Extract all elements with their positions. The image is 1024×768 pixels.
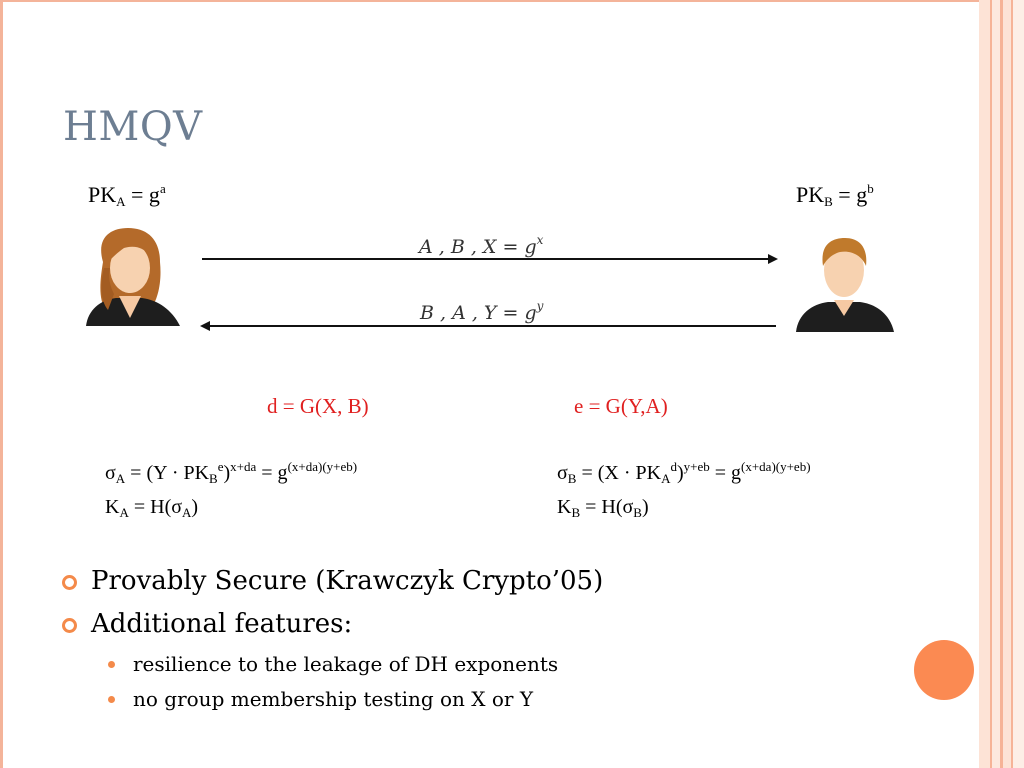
bullet-provably-secure: Provably Secure (Krawczyk Crypto’05) [62,566,603,596]
k-b-formula: $K_B = H(\sigma_B)$ [557,496,649,520]
sub-bullet-no-membership-testing: no group membership testing on X or Y [108,687,533,711]
k-a-formula: $K_A = H(\sigma_A)$ [105,496,199,520]
arrowhead-left-icon [200,321,210,331]
message-a-to-b: A , B , $X = g^x$ [419,233,544,258]
arrowhead-right-icon [768,254,778,264]
dot-bullet-icon [108,661,115,668]
bob-computation [557,453,811,527]
message-b-to-a: B , A , $Y = g^y$ [420,299,544,324]
bullet-additional-features: Additional features: [62,609,352,639]
alice-computation [105,453,357,527]
man-avatar-icon [796,238,894,332]
pk-a-label: $PK_A = g^a$ [88,181,166,209]
decorative-orange-circle [914,640,974,700]
dot-bullet-icon [108,696,115,703]
pk-b-label: $PK_B = g^b$ [796,181,874,209]
d-formula: d = G(X, B) [267,394,369,418]
slide-title: HMQV [63,104,203,150]
sigma-a-formula: $\sigma_A = (Y \cdot PK_B^e)^{x+da} = g^{(x+da)(y+eb)}$ [105,459,358,486]
woman-avatar-icon [86,228,180,326]
e-formula: e = G(Y,A) [574,394,668,418]
sub-bullet-resilience: resilience to the leakage of DH exponents [108,652,558,676]
ring-bullet-icon [62,618,77,633]
ring-bullet-icon [62,575,77,590]
sigma-b-formula: $\sigma_B = (X \cdot PK_A^d)^{y+eb} = g^{(x+da)(y+eb)}$ [557,459,811,486]
